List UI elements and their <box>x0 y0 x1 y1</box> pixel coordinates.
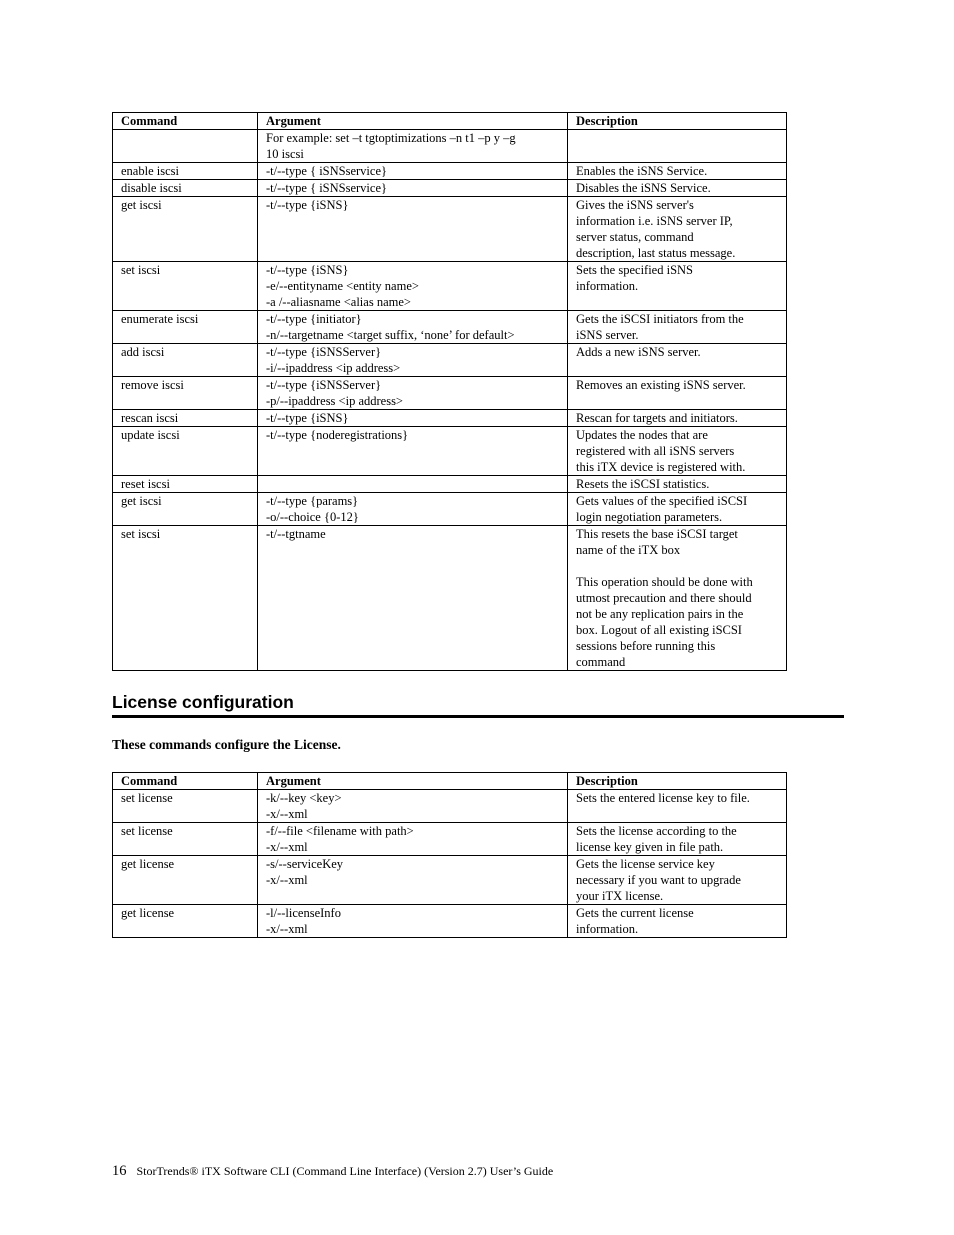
cell-description: Sets the specified iSNS information. <box>568 262 787 311</box>
header-command: Command <box>113 113 258 130</box>
cell-argument: For example: set –t tgtoptimizations –n t1 –p y –g 10 iscsi <box>258 130 568 163</box>
table-row <box>113 344 787 377</box>
cell-description: Removes an existing iSNS server. <box>568 377 787 410</box>
cell-command: add iscsi <box>113 344 258 377</box>
cell-command: disable iscsi <box>113 180 258 197</box>
cell-description: Gets the iSCSI initiators from the iSNS server. <box>568 311 787 344</box>
cell-command: get iscsi <box>113 493 258 526</box>
header-command: Command <box>113 773 258 790</box>
cell-description: Gets the current license information. <box>568 905 787 938</box>
cell-description: Gives the iSNS server's information i.e. iSNS server IP, server status, command description, last status message. <box>568 197 787 262</box>
table-row <box>113 180 787 197</box>
page-number: 16 <box>112 1163 127 1179</box>
cell-description: Sets the license according to the license key given in file path. <box>568 823 787 856</box>
cell-argument: -t/--type {iSNS} <box>258 197 568 262</box>
table-row <box>113 823 787 856</box>
cell-command: set license <box>113 790 258 823</box>
cell-command: rescan iscsi <box>113 410 258 427</box>
cell-command: enumerate iscsi <box>113 311 258 344</box>
cell-command: get license <box>113 905 258 938</box>
cell-command: get license <box>113 856 258 905</box>
cell-description: This resets the base iSCSI target name of the iTX box This operation should be done with utmost precaution and there should not be any replication pairs in the box. Logout of all existing iSCSI sessions before running this command <box>568 526 787 671</box>
table-row <box>113 311 787 344</box>
section-title: License configuration <box>112 691 844 718</box>
cell-command: enable iscsi <box>113 163 258 180</box>
header-description: Description <box>568 773 787 790</box>
table-row <box>113 262 787 311</box>
cell-command <box>113 130 258 163</box>
table-row <box>113 130 787 163</box>
footer-text: StorTrends® iTX Software CLI (Command Line Interface) (Version 2.7) User’s Guide <box>136 1164 554 1178</box>
cell-argument: -f/--file <filename with path> -x/--xml <box>258 823 568 856</box>
cell-command: get iscsi <box>113 197 258 262</box>
page-footer <box>112 1163 553 1179</box>
table-header-row <box>113 773 787 790</box>
table-row <box>113 197 787 262</box>
table-row <box>113 476 787 493</box>
table-row <box>113 790 787 823</box>
cell-argument: -t/--type {iSNSServer} -p/--ipaddress <ip address> <box>258 377 568 410</box>
table-header-row <box>113 113 787 130</box>
iscsi-command-table <box>112 112 787 671</box>
cell-command: set license <box>113 823 258 856</box>
cell-command: set iscsi <box>113 262 258 311</box>
section-intro: These commands configure the License. <box>112 737 341 752</box>
cell-argument: -t/--tgtname <box>258 526 568 671</box>
cell-description: Updates the nodes that are registered with all iSNS servers this iTX device is registered with. <box>568 427 787 476</box>
cell-argument: -t/--type {initiator} -n/--targetname <target suffix, ‘none’ for default> <box>258 311 568 344</box>
cell-description: Rescan for targets and initiators. <box>568 410 787 427</box>
cell-command: reset iscsi <box>113 476 258 493</box>
cell-argument: -t/--type { iSNSservice} <box>258 163 568 180</box>
table-row <box>113 905 787 938</box>
license-command-table <box>112 772 787 938</box>
table-row <box>113 526 787 671</box>
cell-argument: -t/--type {params} -o/--choice {0-12} <box>258 493 568 526</box>
cell-argument: -t/--type {iSNS} <box>258 410 568 427</box>
table-row <box>113 427 787 476</box>
cell-description: Disables the iSNS Service. <box>568 180 787 197</box>
header-description: Description <box>568 113 787 130</box>
table-row <box>113 410 787 427</box>
cell-command: set iscsi <box>113 526 258 671</box>
header-argument: Argument <box>258 773 568 790</box>
cell-argument: -s/--serviceKey -x/--xml <box>258 856 568 905</box>
cell-argument: -l/--licenseInfo -x/--xml <box>258 905 568 938</box>
cell-command: remove iscsi <box>113 377 258 410</box>
cell-description: Sets the entered license key to file. <box>568 790 787 823</box>
cell-argument: -k/--key <key> -x/--xml <box>258 790 568 823</box>
cell-argument: -t/--type {noderegistrations} <box>258 427 568 476</box>
table-row <box>113 163 787 180</box>
cell-description: Gets the license service key necessary if you want to upgrade your iTX license. <box>568 856 787 905</box>
cell-description: Resets the iSCSI statistics. <box>568 476 787 493</box>
cell-argument: -t/--type {iSNSServer} -i/--ipaddress <ip address> <box>258 344 568 377</box>
header-argument: Argument <box>258 113 568 130</box>
cell-argument <box>258 476 568 493</box>
cell-description <box>568 130 787 163</box>
table-row <box>113 377 787 410</box>
cell-command: update iscsi <box>113 427 258 476</box>
cell-argument: -t/--type { iSNSservice} <box>258 180 568 197</box>
table-row <box>113 856 787 905</box>
cell-description: Adds a new iSNS server. <box>568 344 787 377</box>
cell-description: Enables the iSNS Service. <box>568 163 787 180</box>
cell-argument: -t/--type {iSNS} -e/--entityname <entity name> -a /--aliasname <alias name> <box>258 262 568 311</box>
table-row <box>113 493 787 526</box>
cell-description: Gets values of the specified iSCSI login negotiation parameters. <box>568 493 787 526</box>
